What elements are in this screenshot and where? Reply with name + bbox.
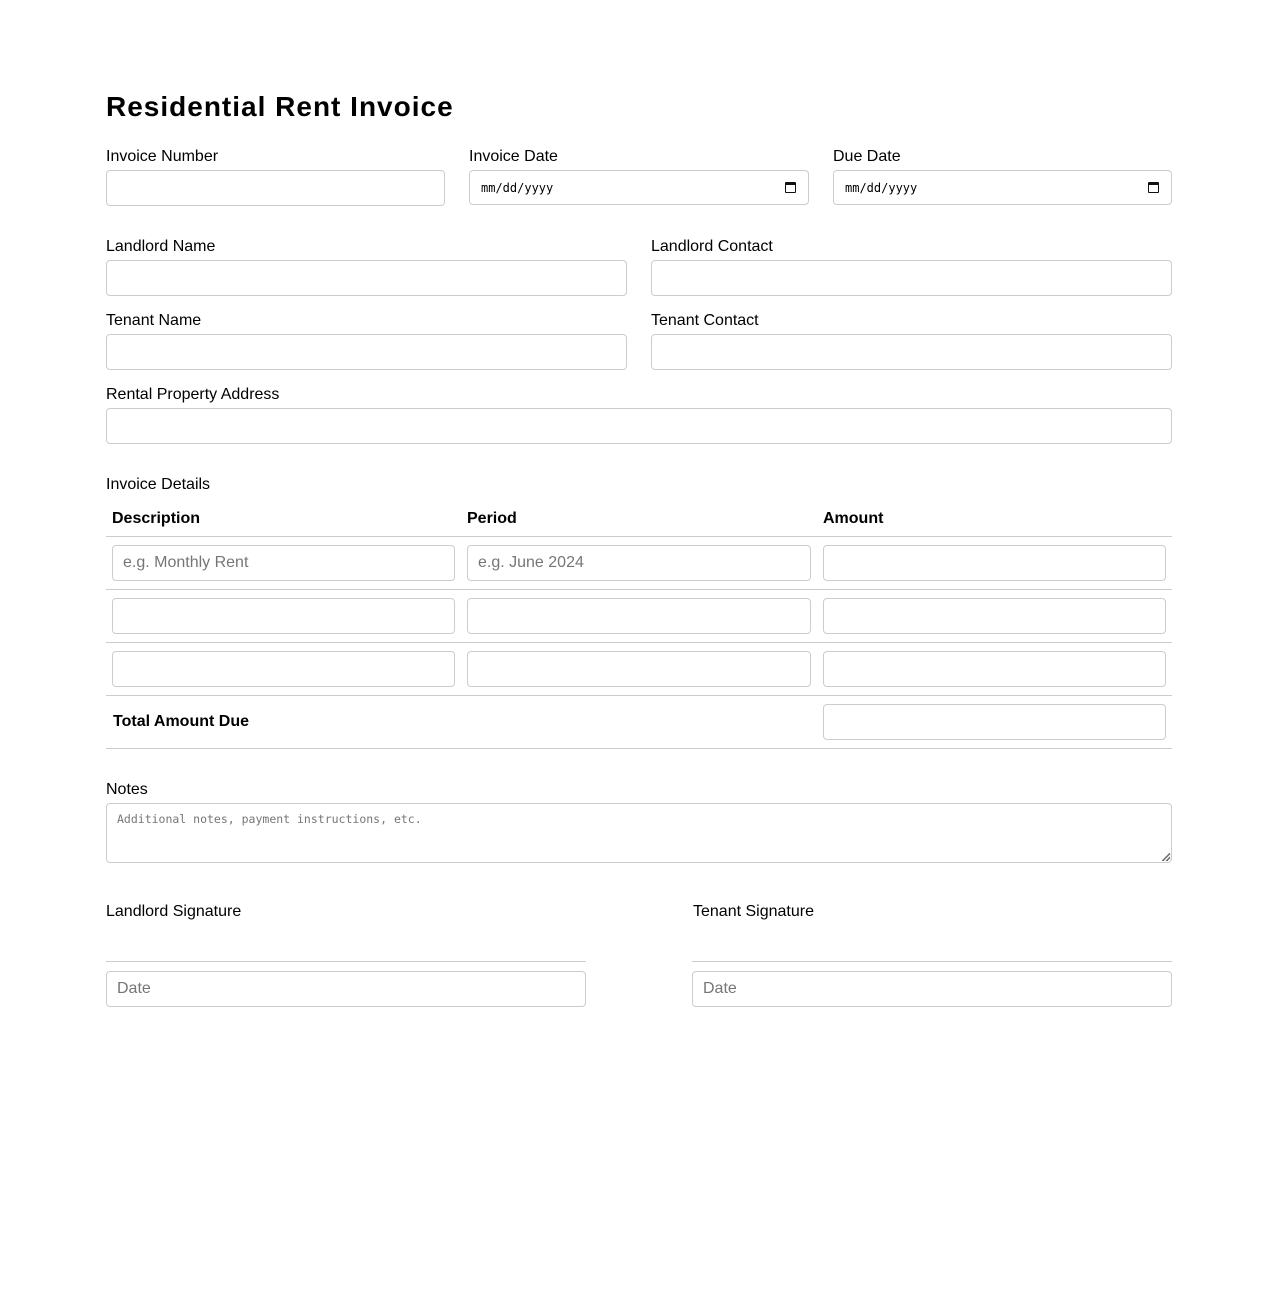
row2-period-input[interactable]: [467, 598, 811, 634]
table-divider: [106, 536, 1172, 537]
due-date-label: Due Date: [833, 148, 901, 165]
row3-amount-input[interactable]: [823, 651, 1166, 687]
due-date-mask: mm/dd/yyyy: [845, 180, 918, 195]
total-amount-input[interactable]: [823, 704, 1166, 740]
row2-amount-input[interactable]: [823, 598, 1166, 634]
notes-wrapper: [106, 803, 1172, 863]
tenant-signature-label: Tenant Signature: [693, 903, 814, 920]
landlord-contact-input[interactable]: [651, 260, 1172, 296]
table-divider: [106, 695, 1172, 696]
column-header-amount: Amount: [823, 510, 884, 527]
invoice-date-input[interactable]: [469, 170, 809, 205]
invoice-details-label: Invoice Details: [106, 476, 211, 493]
row1-amount-input[interactable]: [823, 545, 1166, 581]
invoice-number-input[interactable]: [106, 170, 445, 206]
landlord-name-input[interactable]: [106, 260, 627, 296]
calendar-icon[interactable]: [785, 182, 796, 193]
page-title: Residential Rent Invoice: [106, 91, 454, 122]
landlord-signature-label: Landlord Signature: [106, 903, 242, 920]
notes-label: Notes: [106, 781, 148, 798]
tenant-contact-label: Tenant Contact: [651, 312, 759, 329]
table-divider: [106, 748, 1172, 749]
tenant-name-input[interactable]: [106, 334, 627, 370]
column-header-description: Description: [112, 510, 201, 527]
notes-textarea[interactable]: [106, 803, 1172, 863]
row1-description-input[interactable]: [112, 545, 455, 581]
calendar-icon[interactable]: [1148, 182, 1159, 193]
tenant-contact-input[interactable]: [651, 334, 1172, 370]
total-amount-label: Total Amount Due: [113, 713, 249, 730]
row1-period-input[interactable]: [467, 545, 811, 581]
invoice-date-label: Invoice Date: [469, 148, 558, 165]
invoice-date-mask: mm/dd/yyyy: [481, 180, 554, 195]
invoice-number-label: Invoice Number: [106, 148, 219, 165]
table-divider: [106, 589, 1172, 590]
landlord-signature-date-input[interactable]: [106, 971, 586, 1007]
table-divider: [106, 642, 1172, 643]
row3-description-input[interactable]: [112, 651, 455, 687]
column-header-period: Period: [467, 510, 517, 527]
due-date-input[interactable]: [833, 170, 1172, 205]
row3-period-input[interactable]: [467, 651, 811, 687]
row2-description-input[interactable]: [112, 598, 455, 634]
landlord-signature-line[interactable]: [106, 961, 586, 962]
property-address-input[interactable]: [106, 408, 1172, 444]
tenant-signature-line[interactable]: [692, 961, 1172, 962]
landlord-name-label: Landlord Name: [106, 238, 216, 255]
tenant-signature-date-input[interactable]: [692, 971, 1172, 1007]
tenant-name-label: Tenant Name: [106, 312, 202, 329]
landlord-contact-label: Landlord Contact: [651, 238, 773, 255]
property-address-label: Rental Property Address: [106, 386, 280, 403]
